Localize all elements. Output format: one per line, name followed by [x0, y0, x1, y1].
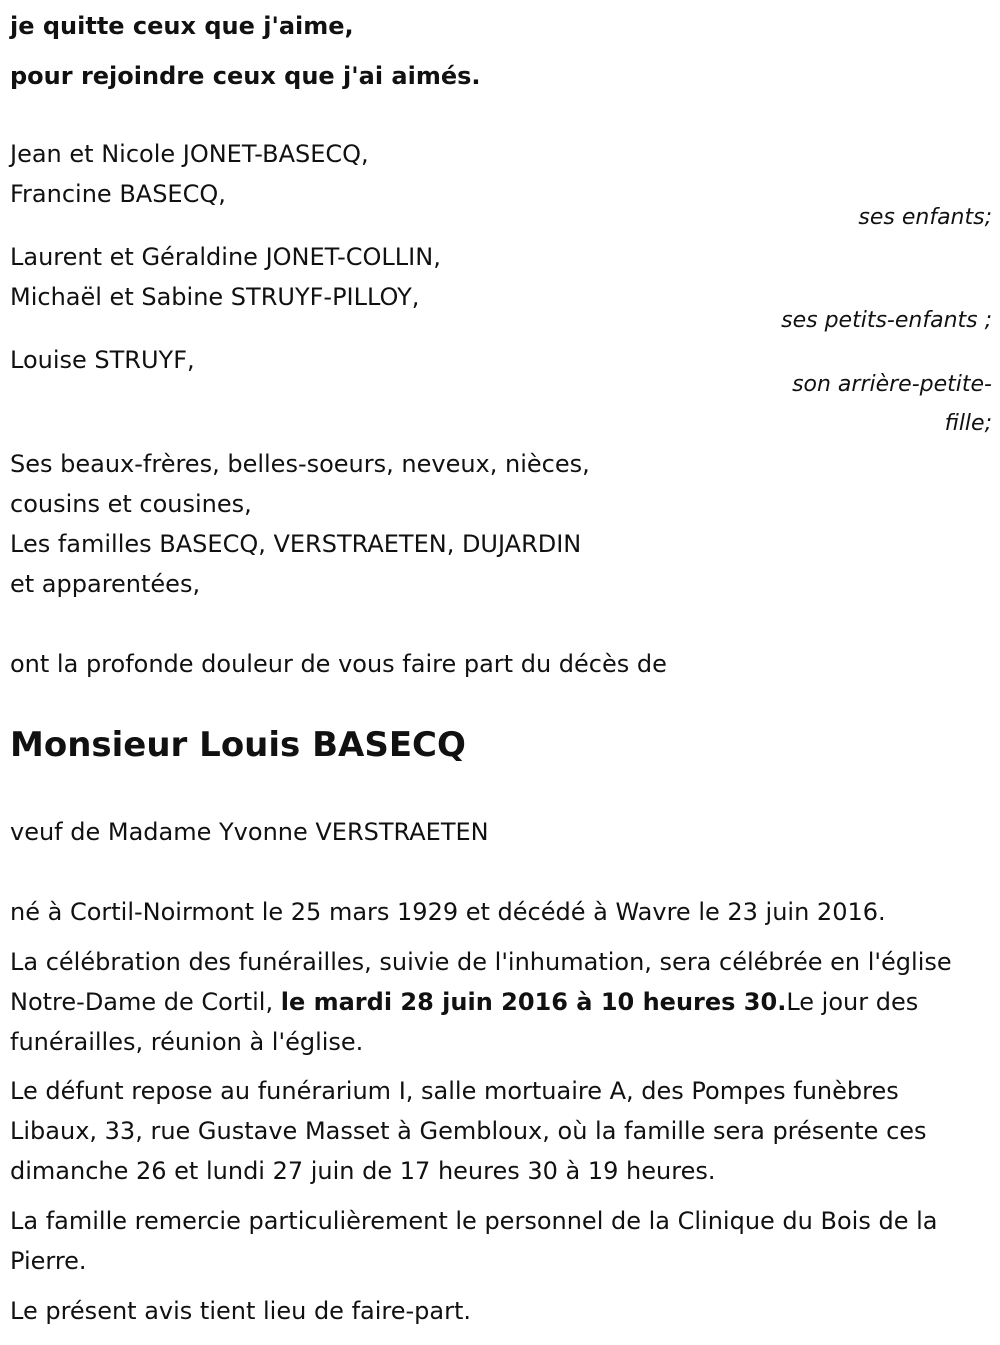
family-line-2: cousins et cousines, [10, 490, 252, 518]
ceremony-intro: La célébration des funérailles, suivie de l'inhumation, sera célébrée en l'église Notre-Dame de Cortil, [10, 948, 952, 1016]
children-role: ses enfants; [858, 205, 992, 230]
grandchildren-role: ses petits-enfants ; [781, 308, 992, 333]
grandchildren-name-1: Laurent et Géraldine JONET-COLLIN, [10, 243, 441, 271]
great-grandchild-role-2: fille; [944, 411, 992, 436]
family-line-1: Ses beaux-frères, belles-soeurs, neveux, nièces, [10, 450, 590, 478]
quote-line-2: pour rejoindre ceux que j'ai aimés. [10, 62, 481, 90]
announcement: ont la profonde douleur de vous faire part du décès de [10, 650, 667, 678]
birth-death: né à Cortil-Noirmont le 25 mars 1929 et décédé à Wavre le 23 juin 2016. [10, 898, 886, 926]
grandchildren-name-2: Michaël et Sabine STRUYF-PILLOY, [10, 283, 420, 311]
widower-line: veuf de Madame Yvonne VERSTRAETEN [10, 818, 489, 846]
great-grandchild-name: Louise STRUYF, [10, 346, 195, 374]
children-name-2: Francine BASECQ, [10, 180, 226, 208]
thanks-paragraph: La famille remercie particulièrement le personnel de la Clinique du Bois de la Pierre. [10, 1207, 938, 1275]
family-line-3: Les familles BASECQ, VERSTRAETEN, DUJARDIN [10, 530, 582, 558]
family-line-4: et apparentées, [10, 570, 201, 598]
ceremony-date: le mardi 28 juin 2016 à 10 heures 30. [280, 988, 787, 1016]
great-grandchild-role-1: son arrière-petite- [792, 372, 992, 397]
repose-paragraph: Le défunt repose au funérarium I, salle mortuaire A, des Pompes funèbres Libaux, 33, rue Gustave Masset à Gembloux, où la famille sera présente ces dimanche 26 et lundi 27 juin de 17 heures 30 à 19 heures. [10, 1077, 927, 1185]
ceremony-meeting: Le jour des funérailles, réunion à l'église. [10, 988, 919, 1056]
quote-line-1: je quitte ceux que j'aime, [10, 12, 354, 40]
children-name-1: Jean et Nicole JONET-BASECQ, [10, 140, 369, 168]
faire-part-notice: Le présent avis tient lieu de faire-part. [10, 1297, 472, 1325]
deceased-name: Monsieur Louis BASECQ [10, 725, 466, 765]
ceremony-paragraph [10, 942, 985, 1062]
